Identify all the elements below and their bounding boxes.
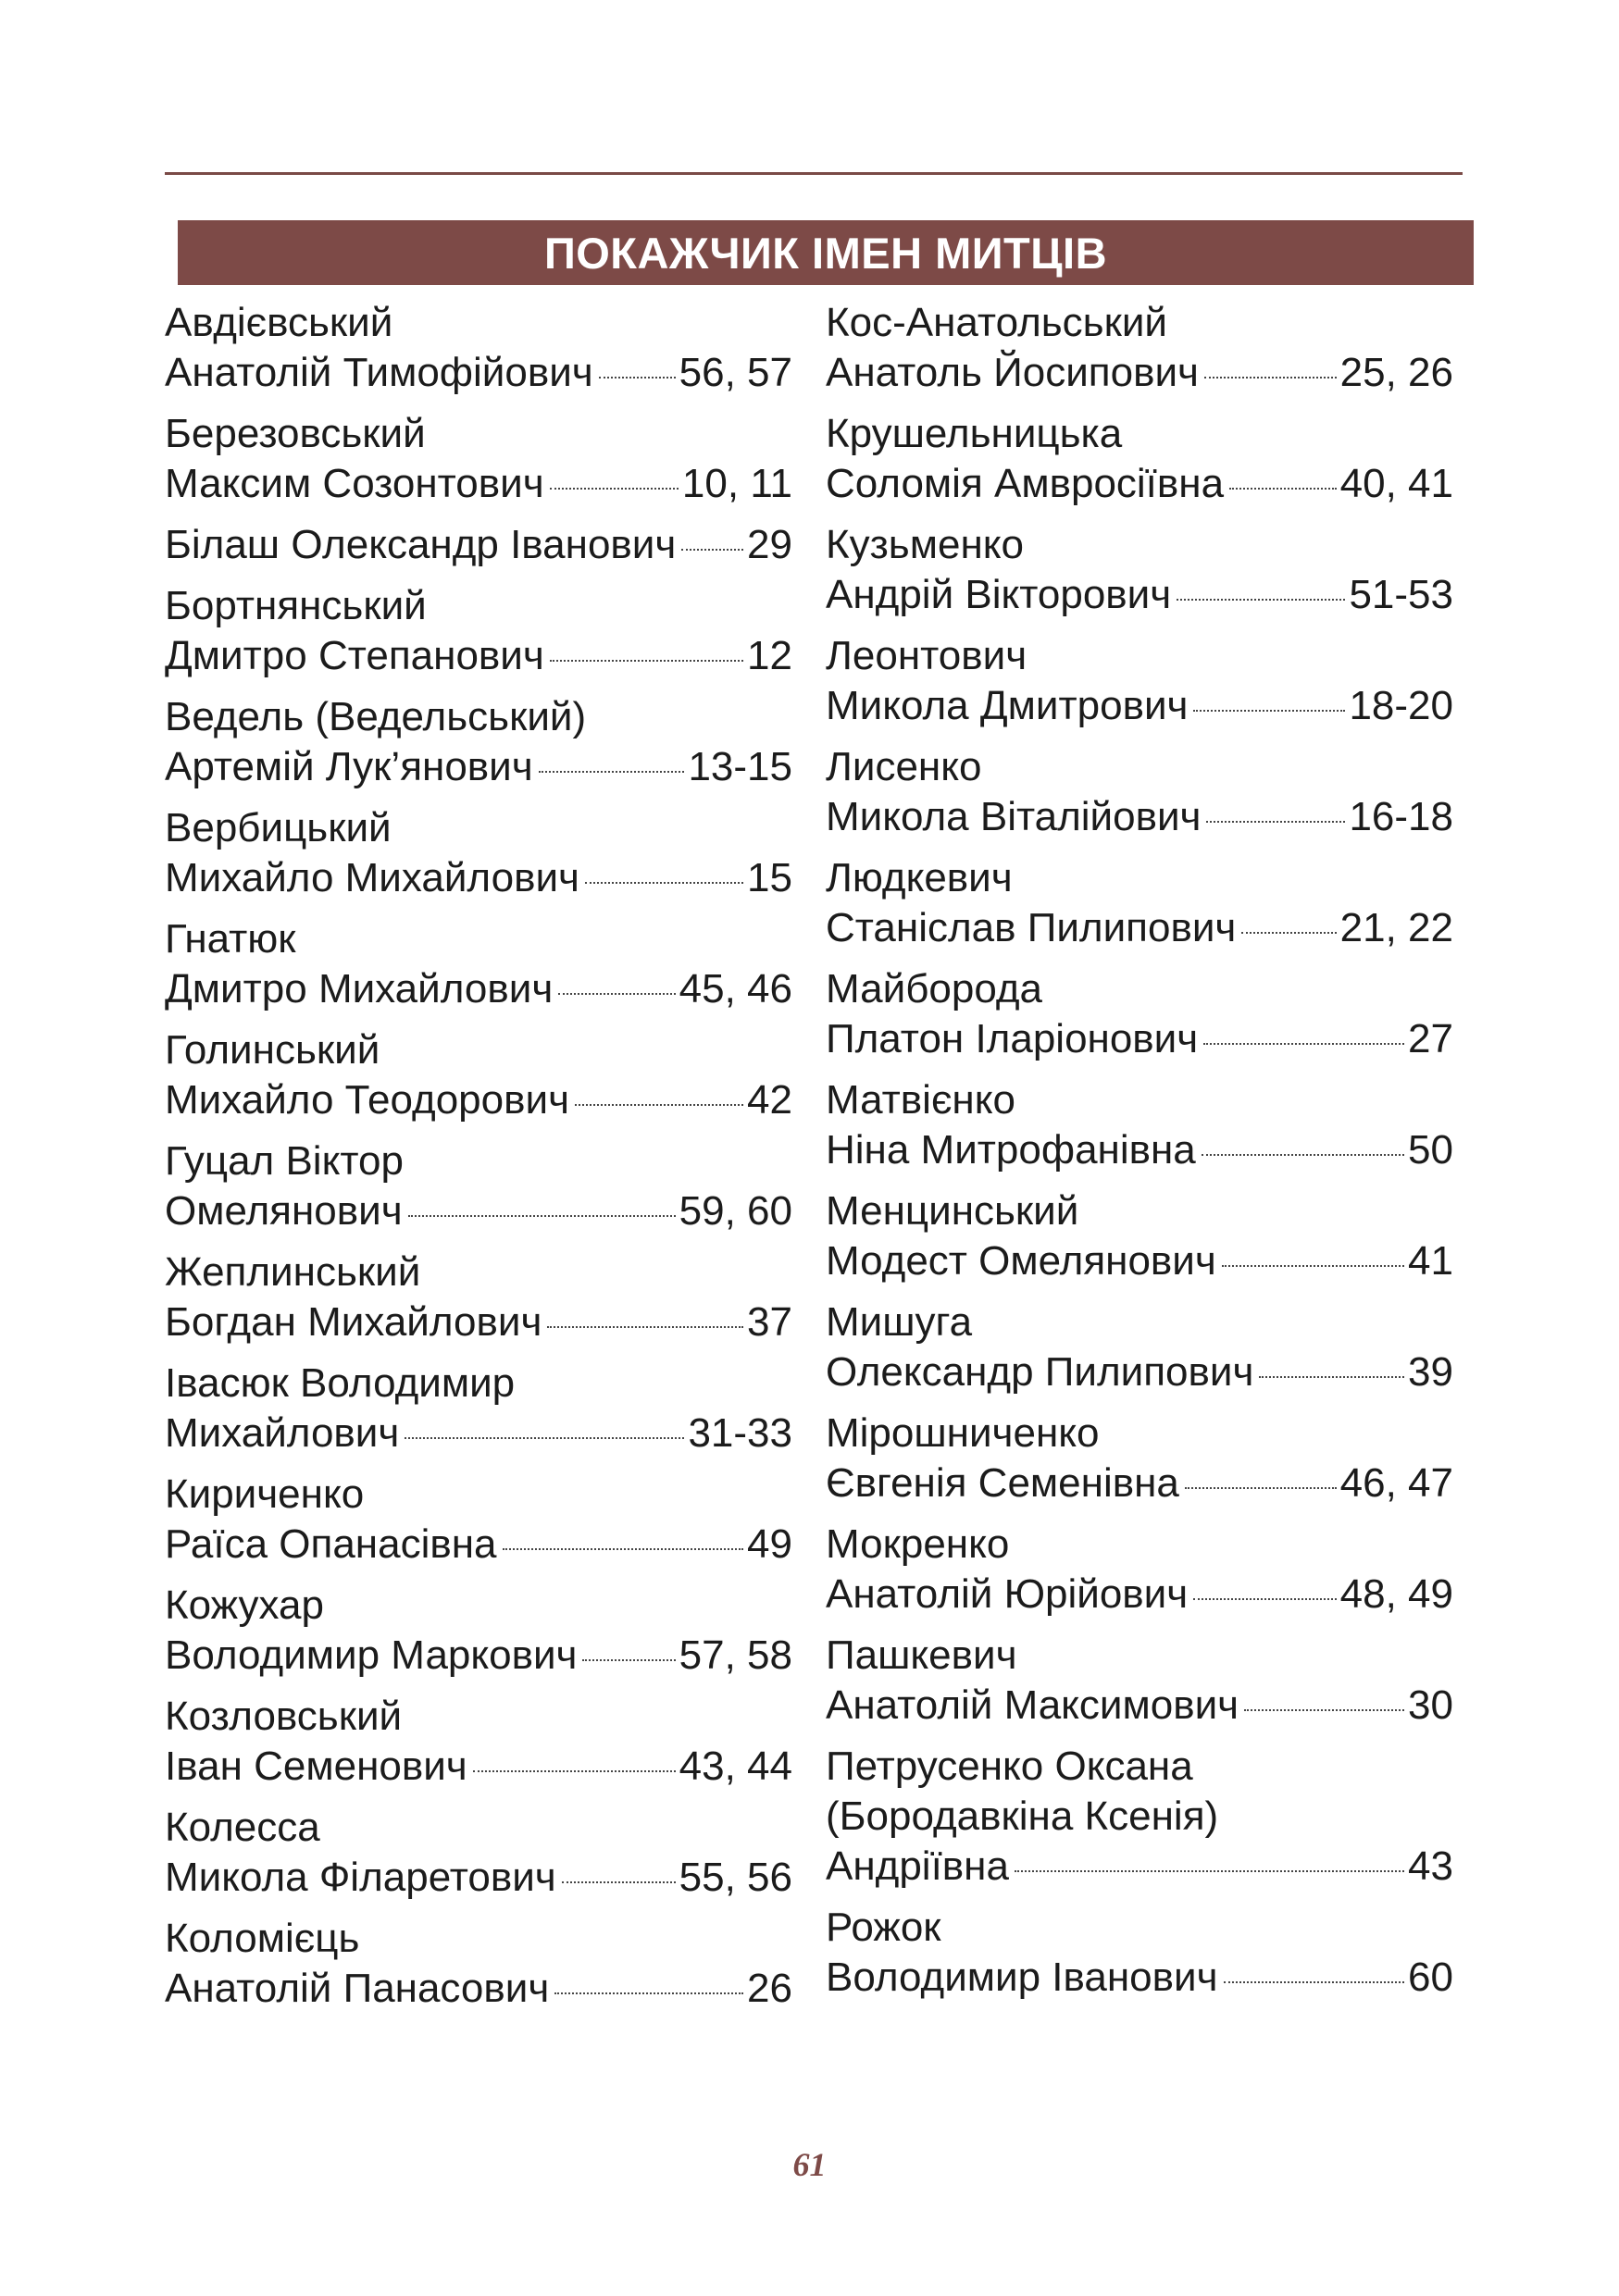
dot-leader — [1193, 710, 1345, 712]
entry-last-line — [165, 1075, 792, 1125]
entry-name-line: Гнатюк — [165, 916, 296, 962]
entry-pages: 43 — [1408, 1843, 1453, 1889]
dot-leader — [1229, 488, 1337, 490]
entry-name-line: Івасюк Володимир — [165, 1360, 516, 1406]
dot-leader — [503, 1548, 744, 1550]
index-entry — [826, 1075, 1453, 1175]
dot-leader — [585, 882, 743, 884]
entry-last-line — [826, 570, 1453, 620]
entry-last-line — [165, 1297, 792, 1347]
entry-pages: 60 — [1408, 1955, 1453, 2000]
dot-leader — [405, 1437, 684, 1439]
entry-last-line — [826, 1125, 1453, 1175]
dot-leader — [473, 1770, 676, 1772]
dot-leader — [1259, 1376, 1404, 1378]
entry-name-line: Менцинський — [826, 1188, 1079, 1234]
entry-last-line — [826, 1347, 1453, 1397]
entry-last-line — [165, 1964, 792, 2014]
dot-leader — [1177, 599, 1345, 601]
index-entry — [826, 631, 1453, 731]
dot-leader — [1206, 821, 1345, 823]
entry-pages: 26 — [747, 1966, 792, 2011]
entry-name-line: Анатолій Максимович — [826, 1682, 1239, 1728]
entry-last-line — [165, 348, 792, 398]
dot-leader — [539, 771, 685, 773]
index-title: ПОКАЖЧИК ІМЕН МИТЦІВ — [178, 220, 1474, 285]
entry-name-line: Гуцал Віктор — [165, 1138, 404, 1184]
index-entry — [165, 298, 792, 398]
index-entry — [165, 520, 792, 570]
entry-pages: 18-20 — [1349, 683, 1453, 728]
entry-last-line — [826, 459, 1453, 509]
entry-name-line: Ніна Митрофанівна — [826, 1127, 1196, 1173]
entry-name-line: Михайло Михайлович — [165, 855, 579, 900]
entry-name-line: Модест Омелянович — [826, 1238, 1216, 1284]
entry-name-line: Голинський — [165, 1027, 380, 1073]
entry-name-line: Станіслав Пилипович — [826, 905, 1237, 950]
entry-last-line — [165, 1742, 792, 1792]
entry-name-line: Рожок — [826, 1905, 941, 1950]
dot-leader — [1193, 1598, 1336, 1600]
entry-last-line — [165, 1631, 792, 1681]
entry-name-line: Коломієць — [165, 1916, 360, 1961]
entry-name-line: Анатолій Панасович — [165, 1966, 550, 2011]
dot-leader — [1015, 1870, 1404, 1872]
top-rule — [165, 172, 1463, 175]
entry-name-line: Раїса Опанасівна — [165, 1521, 497, 1567]
entry-pages: 42 — [747, 1077, 792, 1123]
entry-name-line: Жеплинський — [165, 1249, 421, 1295]
entry-name-line: Микола Філаретович — [165, 1855, 556, 1900]
index-column-right — [826, 298, 1453, 2014]
entry-name-line: Іван Семенович — [165, 1744, 467, 1789]
entry-name-line: Омелянович — [165, 1188, 403, 1234]
dot-leader — [582, 1659, 675, 1661]
entry-last-line — [826, 792, 1453, 842]
entry-name-line: Михайлович — [165, 1410, 400, 1456]
entry-pages: 27 — [1408, 1016, 1453, 1061]
index-entry — [165, 581, 792, 681]
dot-leader — [550, 488, 679, 490]
entry-name-line: Пашкевич — [826, 1632, 1017, 1678]
entry-pages: 57, 58 — [679, 1632, 792, 1678]
dot-leader — [558, 993, 675, 995]
dot-leader — [681, 549, 743, 551]
entry-pages: 16-18 — [1349, 794, 1453, 839]
entry-name-line: Козловський — [165, 1694, 403, 1739]
entry-name-line: Михайло Теодорович — [165, 1077, 569, 1123]
dot-leader — [1202, 1154, 1404, 1156]
index-entry — [826, 1409, 1453, 1508]
dot-leader — [1241, 932, 1336, 934]
entry-name-line: Анатолій Юрійович — [826, 1571, 1189, 1617]
entry-pages: 10, 11 — [681, 461, 792, 506]
index-entry — [165, 1136, 792, 1236]
index-entry — [165, 1803, 792, 1903]
entry-name-line: Майборода — [826, 966, 1042, 1011]
entry-pages: 46, 47 — [1339, 1460, 1453, 1506]
index-entry — [826, 1520, 1453, 1620]
entry-last-line — [826, 903, 1453, 953]
index-entry — [826, 964, 1453, 1064]
entry-name-line: Вербицький — [165, 805, 392, 850]
entry-pages: 21, 22 — [1339, 905, 1453, 950]
dot-leader — [1204, 377, 1337, 379]
dot-leader — [1222, 1265, 1404, 1267]
index-entry — [826, 1903, 1453, 2003]
index-entry — [826, 298, 1453, 398]
entry-name-line: Микола Віталійович — [826, 794, 1202, 839]
entry-last-line — [826, 1681, 1453, 1731]
entry-last-line — [826, 1953, 1453, 2003]
entry-name-line: Кузьменко — [826, 522, 1024, 567]
entry-name-line: Володимир Іванович — [826, 1955, 1218, 2000]
dot-leader — [1224, 1981, 1405, 1983]
dot-leader — [1244, 1709, 1404, 1711]
entry-name-line: Артемій Лук’янович — [165, 744, 533, 789]
entry-pages: 29 — [747, 522, 792, 567]
entry-pages: 55, 56 — [679, 1855, 792, 1900]
entry-name-line: Платон Іларіонович — [826, 1016, 1199, 1061]
entry-last-line — [165, 964, 792, 1014]
entry-name-line: Микола Дмитрович — [826, 683, 1189, 728]
entry-name-line: Лисенко — [826, 744, 982, 789]
entry-last-line — [826, 348, 1453, 398]
entry-last-line — [826, 681, 1453, 731]
dot-leader — [599, 377, 676, 379]
entry-last-line — [826, 1236, 1453, 1286]
entry-name-line: Мірошниченко — [826, 1410, 1100, 1456]
index-entry — [826, 1742, 1453, 1892]
index-entry — [165, 1581, 792, 1681]
entry-name-line: Андріївна — [826, 1843, 1009, 1889]
entry-name-line: Олександр Пилипович — [826, 1349, 1254, 1395]
entry-name-line: Анатоль Йосипович — [826, 350, 1199, 395]
index-entry — [165, 1247, 792, 1347]
index-entry — [826, 853, 1453, 953]
entry-last-line — [826, 1842, 1453, 1892]
entry-last-line — [165, 1520, 792, 1570]
entry-name-line: Анатолій Тимофійович — [165, 350, 593, 395]
dot-leader — [562, 1881, 676, 1883]
entry-name-line: Ведель (Ведельський) — [165, 694, 587, 739]
index-entry — [165, 1914, 792, 2014]
index-entry — [165, 409, 792, 509]
entry-name-line: Богдан Михайлович — [165, 1299, 542, 1345]
entry-last-line — [826, 1458, 1453, 1508]
entry-last-line — [165, 520, 792, 570]
index-entry — [165, 803, 792, 903]
entry-last-line — [165, 853, 792, 903]
dot-leader — [575, 1104, 743, 1106]
entry-name-line: Кожухар — [165, 1582, 324, 1628]
entry-name-line: Петрусенко Оксана — [826, 1744, 1193, 1789]
entry-pages: 48, 49 — [1339, 1571, 1453, 1617]
entry-pages: 40, 41 — [1339, 461, 1453, 506]
entry-name-line: Людкевич — [826, 855, 1013, 900]
index-entry — [165, 1359, 792, 1458]
entry-name-line: Крушельницька — [826, 411, 1123, 456]
entry-pages: 56, 57 — [679, 350, 792, 395]
entry-pages: 15 — [747, 855, 792, 900]
entry-name-line: Леонтович — [826, 633, 1027, 678]
entry-pages: 45, 46 — [679, 966, 792, 1011]
entry-pages: 59, 60 — [679, 1188, 792, 1234]
dot-leader — [550, 660, 743, 662]
entry-name-line: Дмитро Степанович — [165, 633, 544, 678]
entry-name-line: Андрій Вікторович — [826, 572, 1172, 617]
entry-name-line: Дмитро Михайлович — [165, 966, 554, 1011]
index-column-left — [165, 298, 792, 2025]
entry-name-line: Авдієвський — [165, 300, 393, 345]
entry-name-line: Максим Созонтович — [165, 461, 544, 506]
entry-pages: 50 — [1408, 1127, 1453, 1173]
entry-pages: 37 — [747, 1299, 792, 1345]
index-entry — [826, 742, 1453, 842]
entry-name-line: Матвієнко — [826, 1077, 1015, 1123]
entry-last-line — [165, 1853, 792, 1903]
index-entry — [165, 914, 792, 1014]
entry-last-line — [826, 1014, 1453, 1064]
entry-pages: 51-53 — [1349, 572, 1453, 617]
entry-name-line: Мишуга — [826, 1299, 973, 1345]
index-entry — [826, 1631, 1453, 1731]
entry-name-line: Соломія Амвросіївна — [826, 461, 1225, 506]
entry-last-line — [165, 742, 792, 792]
dot-leader — [554, 1992, 743, 1994]
index-entry — [826, 520, 1453, 620]
entry-pages: 12 — [747, 633, 792, 678]
entry-last-line — [165, 1409, 792, 1458]
index-entry — [165, 1692, 792, 1792]
entry-name-line: (Бородавкіна Ксенія) — [826, 1793, 1219, 1839]
entry-name-line: Колесса — [165, 1805, 320, 1850]
entry-last-line — [165, 1186, 792, 1236]
index-entry — [165, 692, 792, 792]
entry-name-line: Кос-Анатольський — [826, 300, 1167, 345]
entry-name-line: Бортнянський — [165, 583, 427, 628]
entry-pages: 41 — [1408, 1238, 1453, 1284]
entry-pages: 13-15 — [688, 744, 792, 789]
index-entry — [826, 409, 1453, 509]
page-number: 61 — [792, 2146, 827, 2183]
dot-leader — [1203, 1043, 1404, 1045]
entry-last-line — [826, 1570, 1453, 1620]
entry-pages: 25, 26 — [1339, 350, 1453, 395]
entry-name-line: Березовський — [165, 411, 426, 456]
entry-pages: 49 — [747, 1521, 792, 1567]
entry-last-line — [165, 459, 792, 509]
entry-name-line: Євгенія Семенівна — [826, 1460, 1179, 1506]
index-entry — [165, 1470, 792, 1570]
entry-name-line: Кириченко — [165, 1471, 365, 1517]
index-entry — [826, 1186, 1453, 1286]
dot-leader — [547, 1326, 743, 1328]
entry-last-line — [165, 631, 792, 681]
index-entry — [826, 1297, 1453, 1397]
entry-pages: 39 — [1408, 1349, 1453, 1395]
entry-name-line: Білаш Олександр Іванович — [165, 522, 677, 567]
dot-leader — [408, 1215, 676, 1217]
dot-leader — [1185, 1487, 1337, 1489]
index-entry — [165, 1025, 792, 1125]
entry-pages: 43, 44 — [679, 1744, 792, 1789]
entry-name-line: Володимир Маркович — [165, 1632, 578, 1678]
entry-pages: 30 — [1408, 1682, 1453, 1728]
entry-pages: 31-33 — [688, 1410, 792, 1456]
entry-name-line: Мокренко — [826, 1521, 1010, 1567]
